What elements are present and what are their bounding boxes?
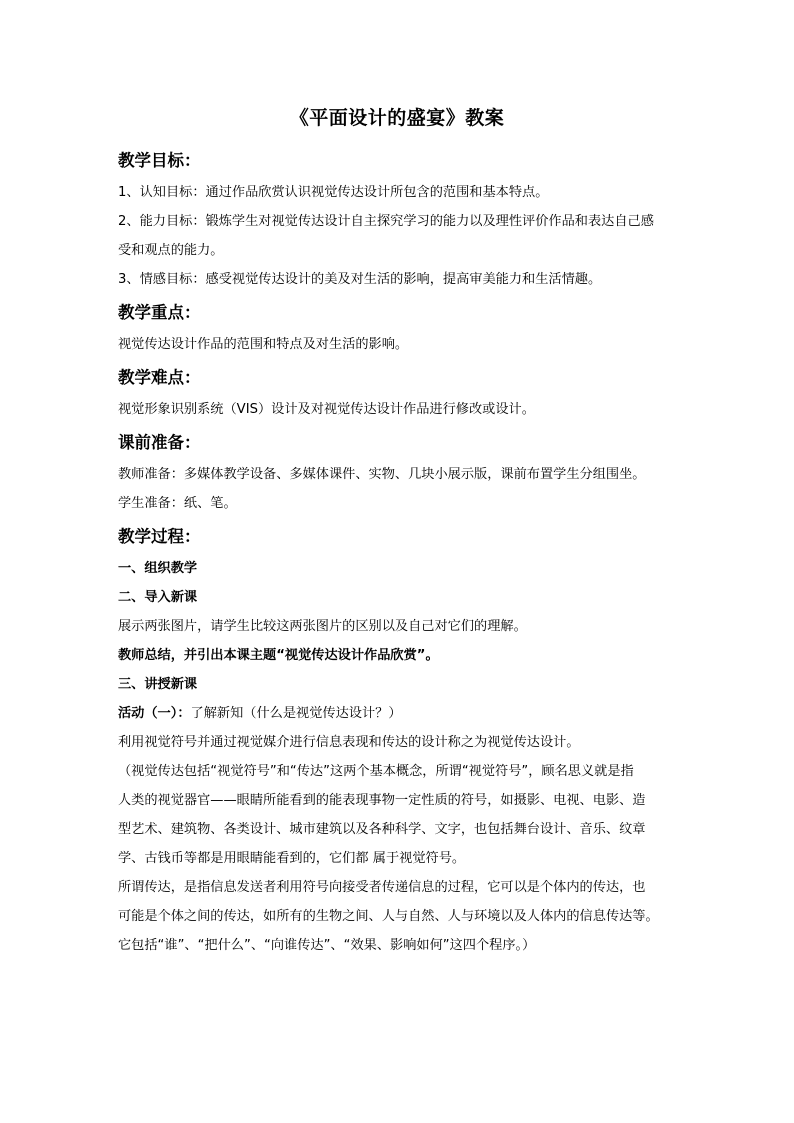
key-points-text: 视觉传达设计作品的范围和特点及对生活的影响。 xyxy=(118,337,409,352)
student-preparation: 学生准备：纸、笔。 xyxy=(118,496,237,511)
step-introduce: 二、导入新课 xyxy=(118,590,198,605)
paragraph-1-line-1: （视觉传达包括“视觉符号”和“传达”这两个基本概念，所谓“视觉符号”，顾名思义就是指 xyxy=(118,764,634,779)
activity-text: 了解新知（什么是视觉传达设计？） xyxy=(190,706,402,721)
objective-emotion: 3、情感目标：感受视觉传达设计的美及对生活的影响，提高审美能力和生活情趣。 xyxy=(118,272,602,287)
preparation-heading: 课前准备： xyxy=(118,433,201,452)
paragraph-2-line-1: 所谓传达，是指信息发送者利用符号向接受者传递信息的过程，它可以是个体内的传达，也 xyxy=(118,880,646,895)
activity-line xyxy=(118,699,678,728)
page-title: 《平面设计的盛宴》教案 xyxy=(289,107,505,129)
paragraph-1-line-3: 型艺术、建筑物、各类设计、城市建筑以及各种科学、文字，也包括舞台设计、音乐、纹章 xyxy=(118,822,646,837)
step-teach: 三、讲授新课 xyxy=(118,677,198,692)
objective-ability-cont: 受和观点的能力。 xyxy=(118,243,224,258)
paragraph-1-line-2: 人类的视觉器官——眼睛所能看到的能表现事物一定性质的符号，如摄影、电视、电影、造 xyxy=(118,793,646,808)
objectives-heading: 教学目标： xyxy=(118,151,201,170)
document-body xyxy=(118,144,678,960)
objective-ability: 2、能力目标：锻炼学生对视觉传达设计自主探究学习的能力以及理性评价作品和表达自己感 xyxy=(118,214,654,229)
step-organize: 一、组织教学 xyxy=(118,561,198,576)
process-heading: 教学过程： xyxy=(118,527,201,546)
objective-cognitive: 1、认知目标：通过作品欣赏认识视觉传达设计所包含的范围和基本特点。 xyxy=(118,185,549,200)
step-introduce-text: 展示两张图片，请学生比较这两张图片的区别以及自己对它们的理解。 xyxy=(118,619,527,634)
definition-text: 利用视觉符号并通过视觉媒介进行信息表现和传达的设计称之为视觉传达设计。 xyxy=(118,735,580,750)
paragraph-2-line-3: 它包括“谁”、“把什么”、“向谁传达”、“效果、影响如何”这四个程序。） xyxy=(118,938,536,953)
key-points-heading: 教学重点： xyxy=(118,303,201,322)
teacher-preparation: 教师准备：多媒体教学设备、多媒体课件、实物、几块小展示版，课前布置学生分组围坐。 xyxy=(118,467,646,482)
paragraph-1-line-4: 学、古钱币等都是用眼睛能看到的，它们都 属于视觉符号。 xyxy=(118,851,466,866)
difficulties-text: 视觉形象识别系统（VIS）设计及对视觉传达设计作品进行修改或设计。 xyxy=(118,402,535,417)
activity-label: 活动（一）： xyxy=(118,706,191,721)
paragraph-2-line-2: 可能是个体之间的传达，如所有的生物之间、人与自然、人与环境以及人体内的信息传达等。 xyxy=(118,909,659,924)
teacher-summary: 教师总结，并引出本课主题“视觉传达设计作品欣赏”。 xyxy=(118,648,439,663)
difficulties-heading: 教学难点： xyxy=(118,368,201,387)
